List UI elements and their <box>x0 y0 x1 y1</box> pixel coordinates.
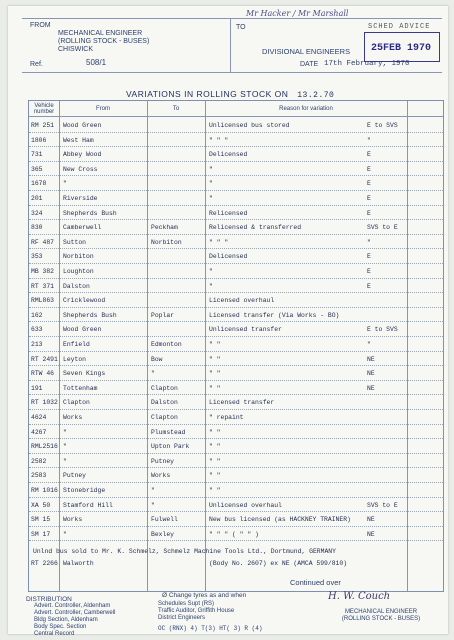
row-rule <box>29 146 443 147</box>
row-rule <box>29 263 443 264</box>
row-rule <box>29 132 443 133</box>
table-row <box>29 440 443 452</box>
table-row <box>29 134 443 146</box>
cell-reason: Unlicensed transfer <box>209 326 282 334</box>
table-row <box>29 250 443 262</box>
distribution-line: Advert. Controller, Camberwell <box>34 610 116 616</box>
cell-depot-change: NE <box>367 530 375 538</box>
cell-reason: Delicensed <box>209 151 248 159</box>
header-rule <box>22 72 442 73</box>
stamp-top: SCHED ADVICE <box>368 23 431 31</box>
cell-vehicle: 830 <box>31 224 43 232</box>
cell-from: " <box>63 443 67 451</box>
col-header-to: To <box>172 106 180 112</box>
cell-to: Upton Park <box>151 443 190 451</box>
cell-from: Clapton <box>63 399 90 407</box>
cell-vehicle: RM 251 <box>31 122 55 129</box>
row-rule <box>29 336 443 337</box>
to-label: TO <box>236 24 246 31</box>
cell-vehicle: RT 2266 <box>31 560 58 567</box>
cell-vehicle: 731 <box>31 151 43 159</box>
cell-depot-change: E <box>367 151 371 159</box>
row-rule <box>29 175 443 176</box>
row-rule <box>29 424 443 425</box>
cell-depot-change: E <box>367 165 371 173</box>
cell-from: Camberwell <box>63 224 102 232</box>
cell-vehicle: 1678 <box>31 180 47 188</box>
note-line: Unlnd bus sold to Mr. K. Schmelz, Schmelz Machine Tools Ltd., Dortmund, GERMANY <box>33 548 336 555</box>
cell-reason: " " <box>209 341 221 348</box>
table-row <box>29 236 443 248</box>
cell-to: Plumstead <box>151 428 186 436</box>
row-rule <box>29 365 443 366</box>
cell-from: Shepherds Bush <box>63 311 117 319</box>
cell-reason: " repaint <box>209 414 244 421</box>
cell-reason: " " <box>209 487 221 494</box>
cell-from: Works <box>63 516 83 524</box>
sched-line: Schedules Supt (RS) <box>158 601 215 607</box>
row-rule <box>29 219 443 220</box>
cell-reason: " <box>209 195 213 202</box>
variations-table <box>28 100 444 592</box>
cell-vehicle: RML863 <box>31 297 55 305</box>
distribution-line: Advert. Controller, Aldenham <box>34 603 111 609</box>
row-rule <box>29 351 443 352</box>
sign-title <box>326 609 436 623</box>
table-row <box>29 221 443 233</box>
cell-depot-change: " <box>367 341 371 348</box>
table-row <box>29 294 443 306</box>
cell-reason: (Body No. 2607) ex NE (AMCA 599/810) <box>209 560 348 567</box>
ref-label: Ref. <box>30 61 43 68</box>
cell-from: Cricklewood <box>63 297 106 305</box>
title-text: VARIATIONS IN ROLLING STOCK ON <box>126 89 289 99</box>
row-rule <box>29 467 443 468</box>
from-line: CHISWICK <box>58 46 93 53</box>
cell-reason: " " " <box>209 136 229 144</box>
row-rule <box>29 394 443 395</box>
cell-from: Enfield <box>63 341 90 348</box>
table-row <box>29 338 443 350</box>
cell-depot-change: " <box>367 136 371 144</box>
cell-vehicle: 4624 <box>31 414 47 421</box>
change-note: Ø Change tyres as and when <box>162 592 247 599</box>
cell-vehicle: 633 <box>31 326 43 334</box>
from-line: (ROLLING STOCK - BUSES) <box>58 38 150 45</box>
cell-depot-change: E <box>367 253 371 261</box>
cell-to: Clapton <box>151 384 178 392</box>
table-row <box>29 557 443 569</box>
date-label: DATE <box>300 61 319 68</box>
date-value: 17th February, 1970 <box>324 60 410 68</box>
table-row <box>29 499 443 511</box>
cell-vehicle: SM 15 <box>31 516 51 524</box>
title-date: 13.2.70 <box>297 91 335 100</box>
table-row <box>29 396 443 408</box>
cell-from: " <box>63 428 67 436</box>
ref-value: 508/1 <box>86 58 107 67</box>
cell-to: Clapton <box>151 414 178 421</box>
cell-vehicle: 2582 <box>31 457 47 465</box>
from-block <box>58 30 149 54</box>
received-stamp <box>364 23 440 62</box>
row-rule <box>29 248 443 249</box>
row-rule <box>29 278 443 279</box>
row-rule <box>29 453 443 454</box>
cell-from: Seven Kings <box>63 370 106 378</box>
cell-from: Norbiton <box>63 253 94 261</box>
cell-reason: Relicensed & transferred <box>209 224 302 232</box>
cell-to: Bow <box>151 355 163 363</box>
cell-from: Riverside <box>63 195 98 202</box>
table-row <box>29 323 443 335</box>
cell-to: Dalston <box>151 399 178 407</box>
cell-depot-change: E <box>367 195 371 202</box>
cell-to: " <box>151 370 155 378</box>
cell-to: Putney <box>151 457 175 465</box>
cell-reason: New bus licensed (as HACKNEY TRAINER) <box>209 516 351 524</box>
row-rule <box>29 205 443 206</box>
header-rule <box>22 18 442 19</box>
cell-vehicle: MB 382 <box>31 268 55 275</box>
cell-from: West Ham <box>63 136 94 144</box>
cell-vehicle: 365 <box>31 165 43 173</box>
sign-title-line: (ROLLING STOCK - BUSES) <box>341 616 421 622</box>
row-rule <box>29 161 443 162</box>
row-rule <box>29 234 443 235</box>
cell-from: Stonebridge <box>63 487 106 494</box>
cell-from: " <box>63 530 67 538</box>
distribution-block <box>26 596 115 638</box>
from-line: MECHANICAL ENGINEER <box>58 30 143 37</box>
table-row <box>29 382 443 394</box>
row-rule <box>29 438 443 439</box>
cell-from: Walworth <box>63 560 94 567</box>
row-rule <box>29 321 443 322</box>
sched-line: Traffic Auditor, Griffith House <box>158 608 235 614</box>
cell-depot-change: " <box>367 238 371 246</box>
cell-from: New Cross <box>63 165 98 173</box>
continued-text: Continued over <box>290 578 341 587</box>
header-row-rule <box>29 116 443 117</box>
cell-reason: Unlicensed bus stored <box>209 122 290 129</box>
cell-to: Norbiton <box>151 238 182 246</box>
cell-from: Wood Green <box>63 122 102 129</box>
table-row <box>29 207 443 219</box>
cell-vehicle: RT 1032 <box>31 399 58 407</box>
cell-reason: " <box>209 180 213 188</box>
cell-from: Loughton <box>63 268 94 275</box>
stamp-date: 25FEB 1970 <box>371 43 432 54</box>
table-row <box>29 163 443 175</box>
row-rule <box>29 409 443 410</box>
table-row <box>29 367 443 379</box>
table-row <box>29 280 443 292</box>
cell-vehicle: RT 371 <box>31 282 55 290</box>
cell-depot-change: E <box>367 209 371 217</box>
table-row <box>29 528 443 540</box>
cell-to: " <box>151 501 155 509</box>
sign-title-line: MECHANICAL ENGINEER <box>344 609 418 615</box>
cell-vehicle: 213 <box>31 341 43 348</box>
cell-depot-change: NE <box>367 516 375 524</box>
cell-to: " <box>151 487 155 494</box>
cell-reason: Licensed overhaul <box>209 297 275 305</box>
handwritten-to: Mr Hacker / Mr Marshall <box>246 9 349 18</box>
table-row <box>29 513 443 525</box>
cell-reason: " " <box>209 443 221 451</box>
table-row <box>29 469 443 481</box>
row-rule <box>29 511 443 512</box>
cell-to: Edmonton <box>151 341 182 348</box>
cell-from: Abbey Wood <box>63 151 102 159</box>
cell-reason: " " <box>209 428 221 436</box>
from-label: FROM <box>30 22 51 29</box>
table-row <box>29 309 443 321</box>
document-page <box>8 6 448 637</box>
table-row <box>29 192 443 204</box>
cell-vehicle: 201 <box>31 195 43 202</box>
cell-reason: Relicensed <box>209 209 248 217</box>
cell-reason: " " " ( " " ) <box>209 530 259 538</box>
cell-vehicle: RML2516 <box>31 443 58 451</box>
cell-reason: Unlicensed overhaul <box>209 501 282 509</box>
cell-depot-change: E <box>367 282 371 290</box>
cell-depot-change: SVS to E <box>367 501 398 509</box>
row-rule <box>29 482 443 483</box>
cell-vehicle: RTW 46 <box>31 370 55 378</box>
signature: H. W. Couch <box>328 591 391 602</box>
cell-from: Works <box>63 414 83 421</box>
cell-depot-change: NE <box>367 370 375 378</box>
row-rule <box>29 497 443 498</box>
row-rule <box>29 540 443 541</box>
col-header-vehicle: Vehicle number <box>33 103 55 115</box>
cell-from: Dalston <box>63 282 90 290</box>
cell-reason: " " <box>209 384 221 392</box>
to-value: DIVISIONAL ENGINEERS <box>262 47 351 56</box>
cell-depot-change: E <box>367 180 371 188</box>
cell-reason: " " <box>209 370 221 378</box>
code-line: OC (RNX) 4) T(3) HT( 3) R (4) <box>158 625 263 632</box>
cell-from: Stamford Hill <box>63 501 113 509</box>
cell-reason: Delicensed <box>209 253 248 261</box>
col-header-from: From <box>96 106 110 112</box>
cell-reason: Licensed transfer <box>209 399 275 407</box>
sched-block <box>158 601 234 622</box>
distribution-line: Body Spec. Section <box>34 624 87 630</box>
cell-to: Works <box>151 472 171 480</box>
cell-vehicle: RM 1016 <box>31 487 58 494</box>
distribution-line: Central Record <box>34 631 75 637</box>
table-row <box>29 484 443 496</box>
cell-vehicle: RT 2491 <box>31 355 58 363</box>
row-rule <box>29 190 443 191</box>
cell-from: " <box>63 457 67 465</box>
cell-vehicle: 4267 <box>31 428 47 436</box>
cell-to: Poplar <box>151 311 175 319</box>
table-row <box>29 353 443 365</box>
cell-to: Bexley <box>151 530 175 538</box>
cell-reason: " " " <box>209 238 229 246</box>
cell-vehicle: 353 <box>31 253 43 261</box>
table-row <box>29 265 443 277</box>
cell-reason: " " <box>209 355 221 363</box>
cell-depot-change: E to SVS <box>367 122 398 129</box>
cell-from: Shepherds Bush <box>63 209 117 217</box>
cell-vehicle: SM 17 <box>31 530 51 538</box>
cell-depot-change: NE <box>367 355 375 363</box>
cell-reason: Licensed transfer (Via Works - BO) <box>209 311 340 319</box>
cell-depot-change: NE <box>367 384 375 392</box>
header-divider <box>230 18 231 72</box>
cell-reason: " <box>209 268 213 275</box>
cell-vehicle: 2583 <box>31 472 47 480</box>
table-row <box>29 177 443 189</box>
cell-reason: " " <box>209 457 221 465</box>
cell-to: Fulwell <box>151 516 178 524</box>
table-row <box>29 426 443 438</box>
cell-depot-change: SVS to E <box>367 224 398 232</box>
cell-depot-change: E to SVS <box>367 326 398 334</box>
table-row <box>29 455 443 467</box>
distribution-line: Bldg Section, Aldenham <box>34 617 98 623</box>
cell-vehicle: XA 50 <box>31 501 51 509</box>
table-row <box>29 411 443 423</box>
table-row <box>29 148 443 160</box>
distribution-label: DISTRIBUTION <box>26 596 72 603</box>
cell-vehicle: 162 <box>31 311 43 319</box>
cell-vehicle: 324 <box>31 209 43 217</box>
cell-from: Sutton <box>63 238 87 246</box>
sched-line: District Engineers <box>158 615 206 621</box>
cell-from: " <box>63 180 67 188</box>
row-rule <box>29 526 443 527</box>
row-rule <box>29 292 443 293</box>
cell-from: Wood Green <box>63 326 102 334</box>
cell-reason: " " <box>209 472 221 480</box>
cell-reason: " <box>209 282 213 290</box>
row-rule <box>29 380 443 381</box>
cell-from: Tottenham <box>63 384 98 392</box>
cell-vehicle: 191 <box>31 384 43 392</box>
col-header-reason: Reason for variation <box>279 106 333 112</box>
table-row <box>29 119 443 131</box>
cell-from: Leyton <box>63 355 87 363</box>
cell-vehicle: 1806 <box>31 136 47 144</box>
cell-reason: " <box>209 165 213 173</box>
cell-from: Putney <box>63 472 87 480</box>
cell-to: Peckham <box>151 224 178 232</box>
cell-vehicle: RF 487 <box>31 238 55 246</box>
page-title <box>126 89 334 100</box>
row-rule <box>29 307 443 308</box>
cell-depot-change: E <box>367 268 371 275</box>
